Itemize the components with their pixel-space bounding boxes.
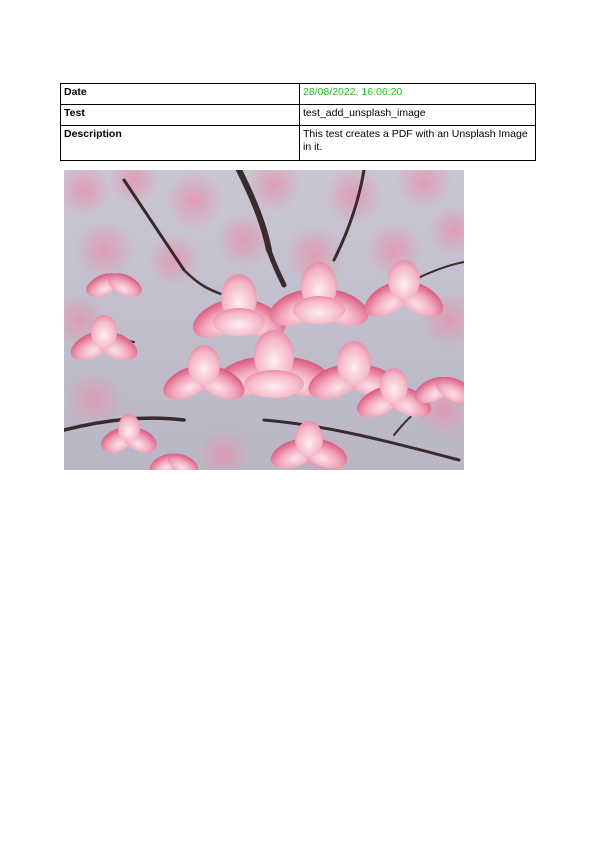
description-value: This test creates a PDF with an Unsplash Image in it. [300,126,536,161]
magnolia-photo-drawing [64,170,464,470]
test-row [61,105,536,126]
description-key: Description [61,126,300,161]
date-row [61,84,536,105]
test-value: test_add_unsplash_image [300,105,536,126]
date-key: Date [61,84,300,105]
date-value: 28/08/2022, 16:06:20 [300,84,536,105]
test-key: Test [61,105,300,126]
report-info-table [60,83,536,161]
description-row [61,126,536,161]
magnolia-photo [64,170,464,470]
